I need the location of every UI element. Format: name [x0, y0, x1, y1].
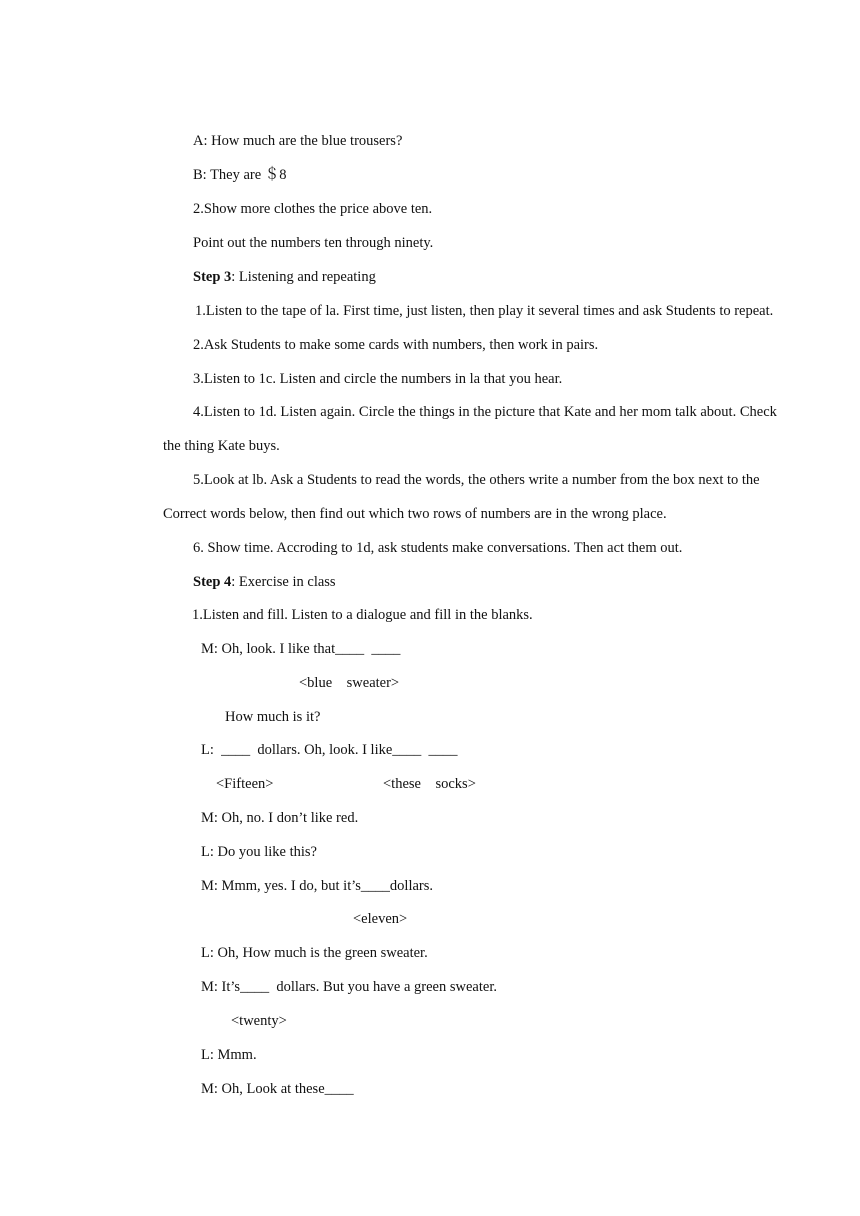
answer-hint: <eleven> [353, 911, 408, 927]
instruction-line: 6. Show time. Accroding to 1d, ask students make conversations. Then act them out. [193, 540, 683, 556]
dialogue-line: L: Do you like this? [201, 844, 317, 860]
step-title: : Exercise in class [231, 574, 336, 590]
instruction-line: 2.Ask Students to make some cards with numbers, then work in pairs. [193, 337, 599, 353]
instruction-line: 1.Listen to the tape of la. First time, just listen, then play it several times and ask Students to repeat. [195, 303, 774, 319]
dialogue-line: L: ____ dollars. Oh, look. I like____ ____ [201, 742, 458, 758]
step-heading [193, 573, 336, 591]
dialogue-line: M: Oh, no. I don’t like red. [201, 810, 359, 826]
instruction-line: Correct words below, then find out which two rows of numbers are in the wrong place. [163, 506, 667, 522]
instruction-line: 4.Listen to 1d. Listen again. Circle the things in the picture that Kate and her mom talk about. Check [193, 404, 777, 420]
answer-hint: <twenty> [231, 1013, 287, 1029]
step-heading [193, 268, 376, 286]
answer-hint: <blue sweater> [299, 675, 400, 691]
dialogue-line: L: Oh, How much is the green sweater. [201, 945, 428, 961]
instruction-line: 2.Show more clothes the price above ten. [193, 201, 433, 217]
instruction-line: 5.Look at lb. Ask a Students to read the words, the others write a number from the box next to the [193, 472, 760, 488]
instruction-line: 3.Listen to 1c. Listen and circle the numbers in la that you hear. [193, 371, 563, 387]
instruction-line: Point out the numbers ten through ninety. [193, 235, 434, 251]
dialogue-line-a: A: How much are the blue trousers? [193, 133, 403, 149]
dialogue-line-b: B: They are ＄8 [193, 167, 287, 183]
dialogue-line: M: It’s____ dollars. But you have a green sweater. [201, 979, 497, 995]
step-label: Step 3 [193, 269, 232, 285]
dialogue-line: How much is it? [225, 709, 321, 725]
dialogue-line: M: Oh, look. I like that____ ____ [201, 641, 401, 657]
exercise-instruction: 1.Listen and fill. Listen to a dialogue and fill in the blanks. [192, 607, 533, 623]
dialogue-line: L: Mmm. [201, 1047, 257, 1063]
dialogue-line: M: Oh, Look at these____ [201, 1081, 354, 1097]
step-label: Step 4 [193, 574, 232, 590]
answer-hint: <these socks> [383, 776, 476, 792]
answer-hint: <Fifteen> [216, 776, 274, 792]
dialogue-line: M: Mmm, yes. I do, but it’s____dollars. [201, 878, 433, 894]
instruction-line: the thing Kate buys. [163, 438, 280, 454]
step-title: : Listening and repeating [231, 269, 376, 285]
